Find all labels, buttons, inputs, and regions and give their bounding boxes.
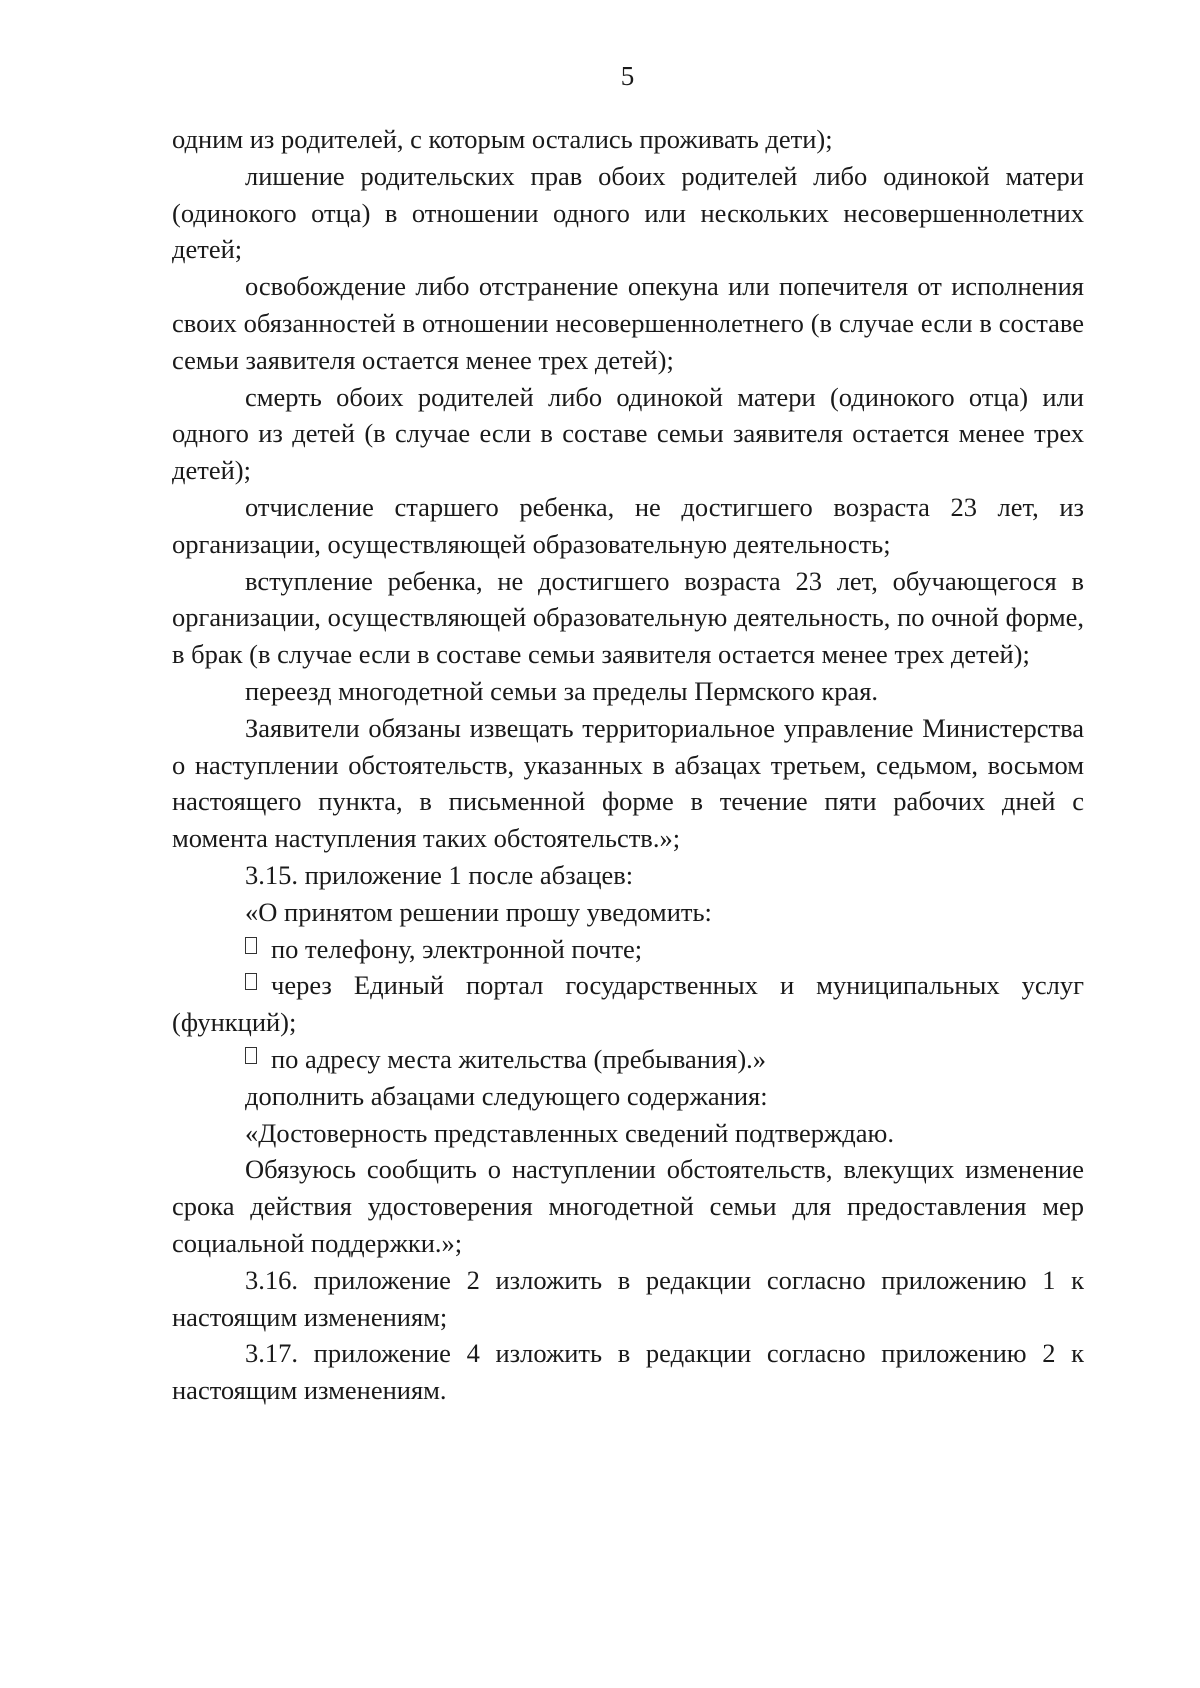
paragraph-1: одним из родителей, с которым остались проживать дети); (172, 124, 833, 154)
paragraph-17: 3.16. приложение 2 изложить в редакции согласно приложению 1 к настоящим изменениям; (172, 1264, 1084, 1332)
paragraph-4: смерть обоих родителей либо одинокой матери (одинокого отца) или одного из детей (в случае если в составе семьи заявителя остается менее трех детей); (172, 381, 1084, 486)
page-number: 5 (620, 61, 635, 91)
paragraph-8: Заявители обязаны извещать территориальное управление Министерства о наступлении обстоятельств, указанных в абзацах третьем, седьмом, восьмом настоящего пункта, в письменной форме в течение пяти рабочих дней с момента наступления таких обстоятельств.»; (172, 712, 1084, 854)
paragraph-3: освобождение либо отстранение опекуна или попечителя от исполнения своих обязанностей в отношении несовершеннолетнего (в случае если в составе семьи заявителя остается менее трех детей); (172, 271, 1084, 375)
paragraph-16: Обязуюсь сообщить о наступлении обстоятельств, влекущих изменение срока действия удостоверения многодетной семьи для предоставления мер социальной поддержки.»; (172, 1154, 1084, 1258)
paragraph-6: вступление ребенка, не достигшего возраста 23 лет, обучающегося в организации, осуществляющей образовательную деятельность, по очной форме, в брак (в случае если в составе семьи заявителя остается менее трех детей); (172, 565, 1084, 670)
checkbox-option-portal (172, 967, 1084, 1041)
checkbox-option-portal-label: через Единый портал государственных и муниципальных услуг (функций); (172, 970, 1084, 1038)
paragraph-9: 3.15. приложение 1 после абзацев: (245, 859, 634, 890)
checkbox-icon (245, 937, 257, 954)
paragraph-10: «О принятом решении прошу уведомить: (245, 896, 712, 927)
checkbox-option-phone (172, 931, 1084, 968)
paragraph-14: дополнить абзацами следующего содержания: (245, 1080, 768, 1111)
paragraph-7: переезд многодетной семьи за пределы Пермского края. (245, 675, 879, 706)
paragraph-15: «Достоверность представленных сведений подтверждаю. (245, 1117, 894, 1148)
paragraph-2: лишение родительских прав обоих родителей либо одинокой матери (одинокого отца) в отношении одного или нескольких несовершеннолетних детей; (172, 160, 1084, 265)
paragraph-18: 3.17. приложение 4 изложить в редакции согласно приложению 2 к настоящим изменениям. (172, 1338, 1084, 1406)
checkbox-option-address (172, 1041, 1084, 1078)
checkbox-option-phone-label: по телефону, электронной почте; (271, 933, 643, 964)
document-body (172, 121, 1084, 1409)
checkbox-icon (245, 973, 257, 990)
checkbox-option-address-label: по адресу места жительства (пребывания).» (271, 1043, 767, 1074)
paragraph-5: отчисление старшего ребенка, не достигшего возраста 23 лет, из организации, осуществляющей образовательную деятельность; (172, 491, 1084, 559)
checkbox-icon (245, 1047, 257, 1064)
